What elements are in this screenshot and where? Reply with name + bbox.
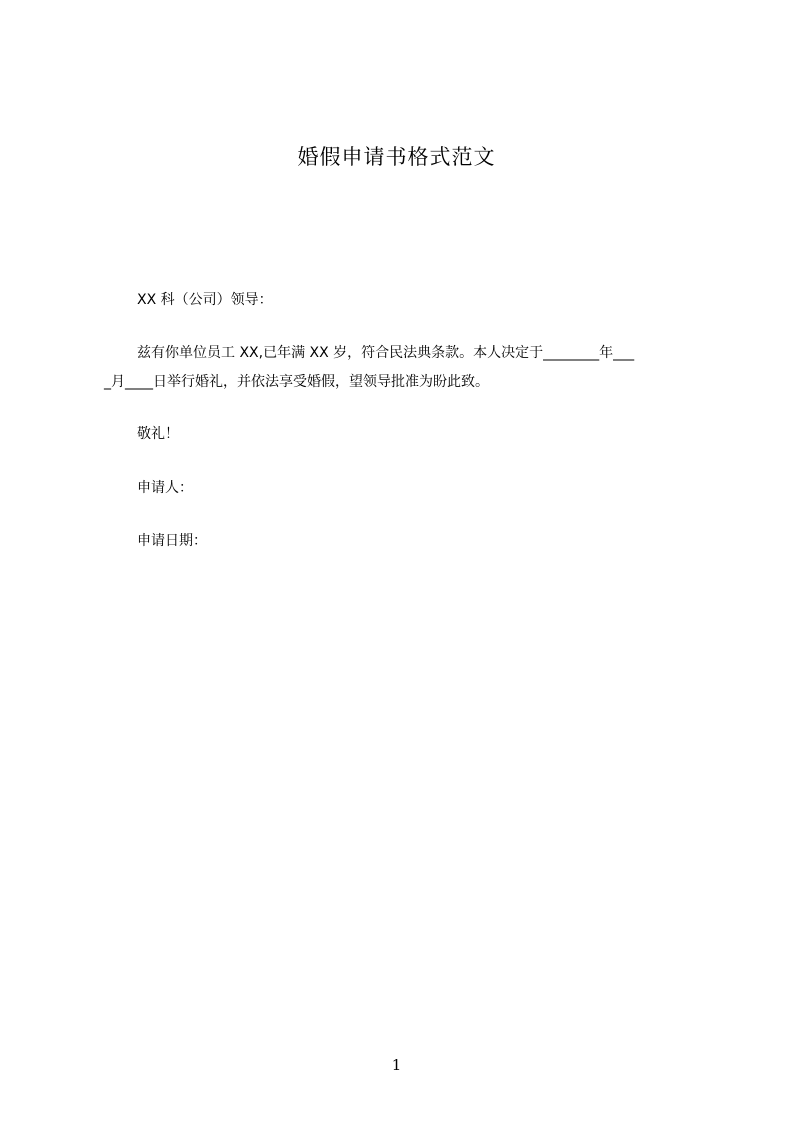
salutation-line: XX 科（公司）领导： bbox=[137, 292, 273, 308]
document-title: 婚假申请书格式范文 bbox=[297, 145, 496, 169]
body-paragraph-line-2: _月____日举行婚礼，并依法享受婚假，望领导批准为盼此致。 bbox=[104, 374, 489, 390]
application-date-label: 申请日期： bbox=[137, 533, 207, 549]
page-number: 1 bbox=[391, 1056, 402, 1074]
body-paragraph-line-1: 兹有你单位员工 XX,已年满 XX 岁，符合民法典条款。本人决定于________年___ bbox=[137, 345, 635, 361]
applicant-label: 申请人： bbox=[137, 480, 193, 496]
closing-line: 敬礼！ bbox=[137, 426, 179, 442]
